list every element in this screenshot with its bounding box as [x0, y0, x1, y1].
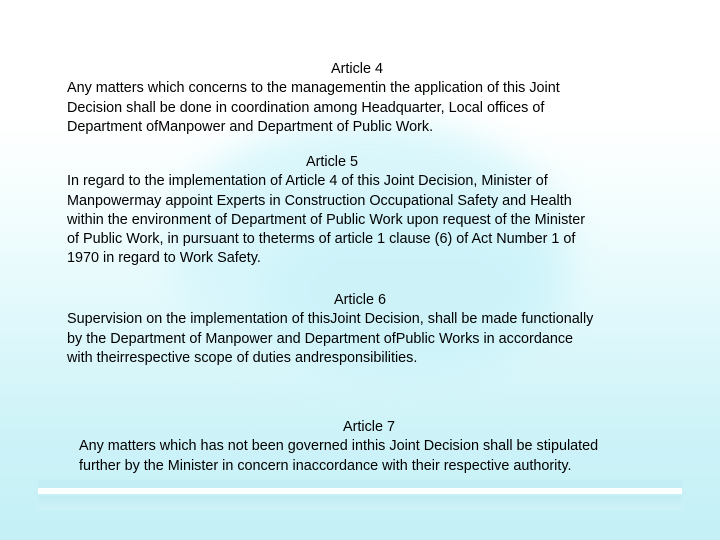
article-text: of Public Work, in pursuant to theterms of article 1 clause (6) of Act Number 1 of: [67, 231, 576, 248]
article-text: Any matters which concerns to the managementin the application of this Joint: [67, 80, 560, 97]
article-title: Article 5: [306, 154, 358, 170]
article-7: [79, 418, 659, 476]
article-4: [67, 60, 647, 137]
article-text: In regard to the implementation of Article 4 of this Joint Decision, Minister of: [67, 173, 548, 190]
article-text: Department ofManpower and Department of Public Work.: [67, 118, 434, 135]
article-text: further by the Minister in concern inaccordance with their respective authority.: [79, 457, 572, 474]
article-title: Article 7: [343, 419, 395, 435]
article-text: Decision shall be done in coordination among Headquarter, Local offices of: [67, 99, 545, 116]
article-text: Manpowermay appoint Experts in Construction Occupational Safety and Health: [67, 192, 572, 209]
article-text: Any matters which has not been governed inthis Joint Decision shall be stipulated: [79, 438, 599, 455]
article-text: 1970 in regard to Work Safety.: [67, 250, 261, 267]
decorative-band: [38, 488, 682, 494]
article-text: by the Department of Manpower and Department ofPublic Works in accordance: [67, 330, 574, 347]
decorative-band: [38, 480, 682, 488]
decorative-band: [38, 496, 682, 510]
article-6: [67, 291, 657, 368]
article-title: Article 6: [334, 292, 386, 308]
article-text: within the environment of Department of Public Work upon request of the Minister: [67, 211, 586, 228]
article-title: Article 4: [331, 61, 383, 77]
article-text: with theirrespective scope of duties andresponsibilities.: [67, 349, 418, 366]
article-5: [67, 153, 657, 269]
article-text: Supervision on the implementation of thisJoint Decision, shall be made functionally: [67, 311, 594, 328]
